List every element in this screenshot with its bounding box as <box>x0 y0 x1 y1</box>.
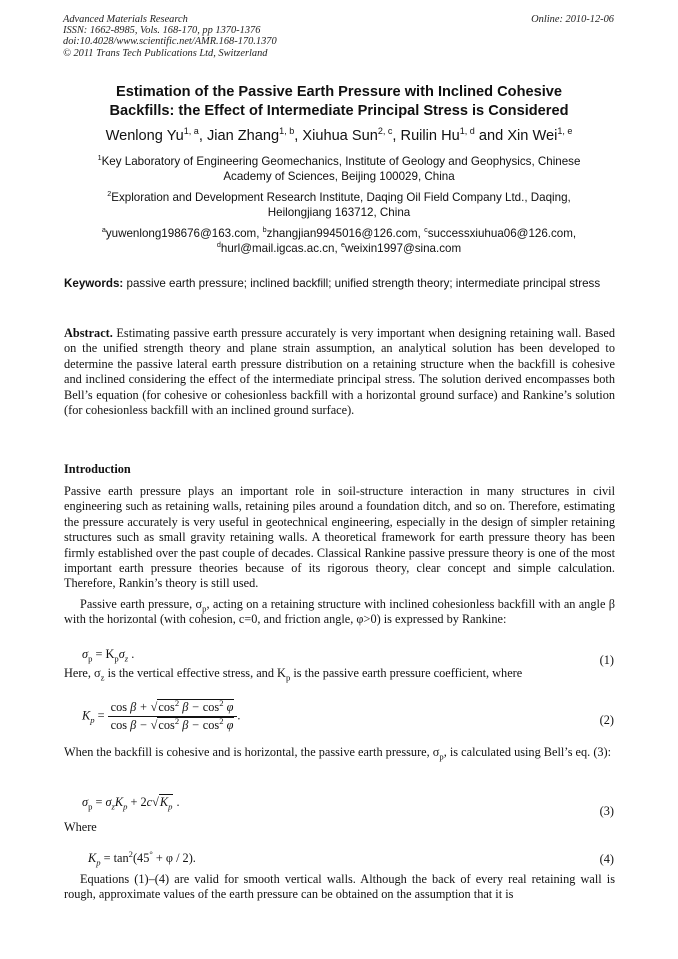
email-b[interactable]: zhangjian9945016@126.com, <box>266 227 421 240</box>
affiliation-1: $^1$Key Laboratory of Engineering Geomechanics, Institute of Geology and Geophysics, Chinese Academy of Sciences, Beijing 100029, China <box>97 153 581 183</box>
email-e[interactable]: weixin1997@sina.com <box>344 242 462 255</box>
intro-paragraph-3: Equations (1)–(4) are valid for smooth vertical walls. Although the back of every real retaining wall is rough, approximate values of the earth pressure can be obtained on the assumption that it is <box>64 872 615 902</box>
abstract-text: Estimating passive earth pressure accurately is very important when designing retaining wall. Based on the unified strength theory and plane strain assumption, an analytical solution has been developed to determine the passive lateral earth pressure distribution on a retaining structure when the backfill is cohesive and inclined considering the effect of the intermediate principal stress. The solution derived encompasses both Bell’s equation (for cohesive or cohesionless backfill with a horizontal ground surface) and Rankine’s solution (for cohesionless backfill with an inclined ground surface). <box>64 326 615 418</box>
title-line-1: Estimation of the Passive Earth Pressure with Inclined Cohesive <box>115 84 563 100</box>
intro-paragraph-1: Passive earth pressure plays an important role in soil-structure interaction in many structures in civil engineering such as retaining walls, retaining piles around a foundation ditch, and so on. Therefore, estimating the pressure accurately is very useful in geotechnical engineering, especially in the design of simpler retaining structures such as small gravity retaining walls. A theoretical framework for earth pressure theory has been firmly established over the past couple of decades. Classical Rankine passive pressure theory is one of the most important earth pressure theories because of its rigorous theory, clear concept and simple calculation. Therefore, Rankin’s theory is still used. <box>64 484 615 591</box>
issn-line: ISSN: 1662-8985, Vols. 168-170, pp 1370-1376 <box>63 25 261 37</box>
copyright-line: © 2011 Trans Tech Publications Ltd, Switzerland <box>63 47 268 59</box>
doi-line: doi:10.4028/www.scientific.net/AMR.168-170.1370 <box>63 36 277 48</box>
equation-4: $K_p = \tan^2(45^\circ + \varphi / 2)$. <box>88 848 196 868</box>
text-after-eq2: When the backfill is cohesive and is horizontal, the passive earth pressure, $\sigma_p$, is calculated using Bell’s eq. (3): <box>64 745 612 762</box>
equation-4-number: (4) <box>599 852 614 866</box>
paper-title <box>60 83 618 121</box>
equation-2-number: (2) <box>599 713 614 727</box>
affiliation-2: $^2$Exploration and Development Research Institute, Daqing Oil Field Company Ltd., Daqing, Heilongjiang 163712, China <box>107 189 571 219</box>
journal-name: Advanced Materials Research <box>63 14 188 25</box>
equation-3-number: (3) <box>599 804 614 818</box>
author: Xin Wei$^{1, e}$ <box>507 126 573 144</box>
email-c[interactable]: successxiuhua06@126.com, <box>427 227 577 240</box>
abstract-label: Abstract. <box>64 326 113 340</box>
keywords-label: Keywords: <box>64 277 124 290</box>
email-d[interactable]: hurl@mail.igcas.ac.cn, <box>220 242 338 255</box>
online-date: Online: 2010-12-06 <box>531 14 614 25</box>
equation-2: $K_p$ = $\frac{\cos \beta + √\cos^2 \beta - \cos^2 \varphi}{\cos \beta - √\cos^2 \beta - \cos^2 \varphi}$ . <box>82 697 241 732</box>
abstract <box>64 326 615 418</box>
author: Wenlong Yu$^{1, a}$, <box>105 126 207 144</box>
section-heading-introduction: Introduction <box>64 462 131 476</box>
author: Ruilin Hu$^{1, d}$ and <box>400 126 508 144</box>
intro-paragraph-2: Passive earth pressure, $\sigma_p$, acting on a retaining structure with inclined cohesionless backfill with an angle β with the horizontal (with cohesion, c=0, and friction angle, φ>0) is expressed by Rankine: <box>64 597 615 627</box>
email-a[interactable]: yuwenlong198676@163.com, <box>105 227 260 240</box>
author-list <box>60 127 618 145</box>
author: Xiuhua Sun$^{2, c}$, <box>302 126 401 144</box>
text-after-eq1: Here, $\sigma_z$ is the vertical effective stress, and $K_p$ is the passive earth pressure coefficient, where <box>64 666 523 683</box>
title-line-2: Backfills: the Effect of Intermediate Principal Stress is Considered <box>109 103 569 119</box>
email-list: $^a$yuwenlong198676@163.com, $^b$zhangjian9945016@126.com, $^c$successxiuhua06@126.com, $^d$hurl@mail.igcas.ac.cn, $^e$weixin1997@sina.com <box>101 225 577 255</box>
keywords-text: passive earth pressure; inclined backfill; unified strength theory; intermediate principal stress <box>123 277 601 290</box>
journal-header <box>63 14 277 59</box>
equation-1-number: (1) <box>599 653 614 667</box>
equation-3: $\sigma_p = \sigma_zK_p + 2c√K_p$ . <box>82 795 180 812</box>
equation-1: $\sigma_p = K_p\sigma_z$ . <box>82 647 135 664</box>
where-label: Where <box>64 820 97 834</box>
author: Jian Zhang$^{1, b}$, <box>206 126 303 144</box>
equation-2-fraction: $\frac{\cos \beta + √\cos^2 \beta - \cos^2 \varphi}{\cos \beta - √\cos^2 \beta - \cos^2 \varphi}$ <box>108 700 238 733</box>
keywords <box>64 276 615 291</box>
